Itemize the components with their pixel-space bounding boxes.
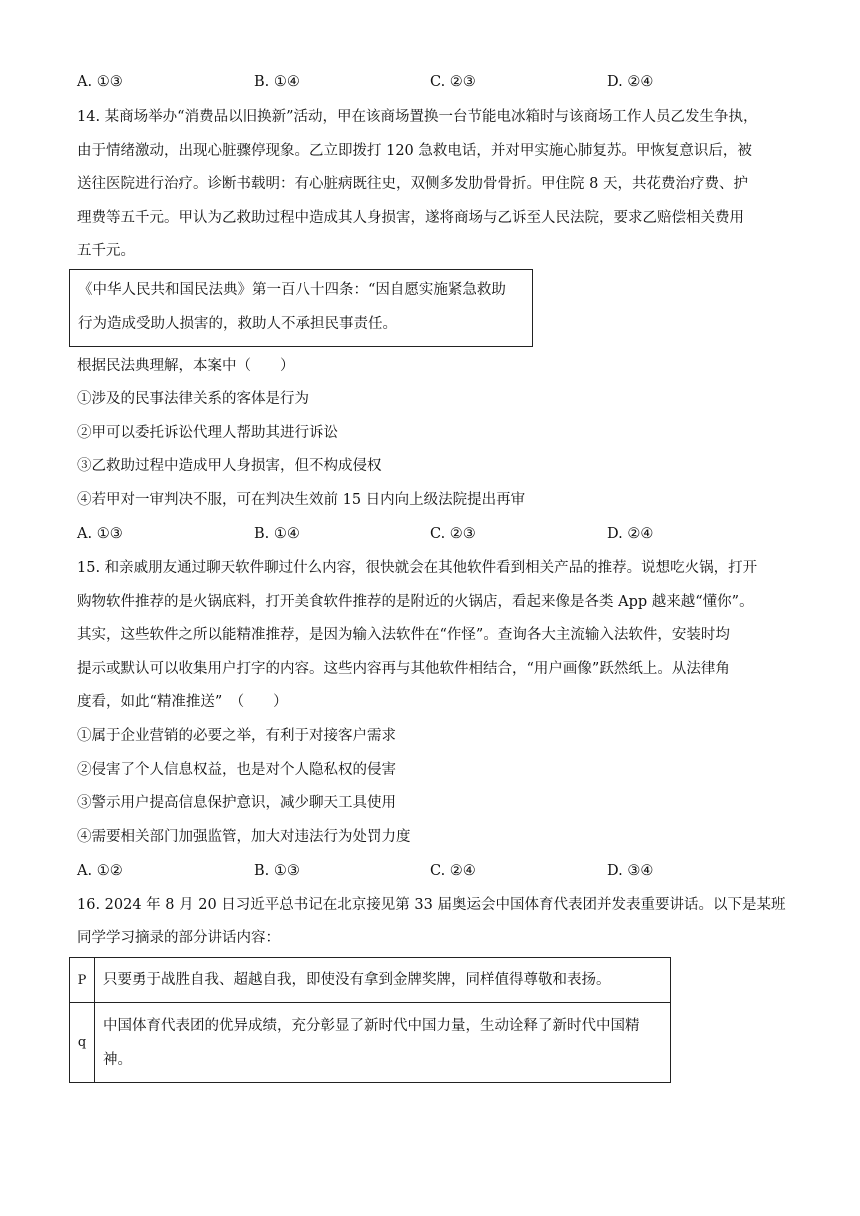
q14-option-b: B. ①④: [254, 526, 300, 542]
q15-option-c: C. ②④: [430, 863, 476, 879]
q15-statement-4: ④需要相关部门加强监管，加大对违法行为处罚力度: [77, 829, 411, 845]
q15-option-a: A. ①②: [77, 863, 123, 879]
row-text-line: 只要勇于战胜自我、超越自我，即使没有拿到金牌奖牌，同样值得尊敬和表扬。: [103, 972, 611, 988]
q13-option-b: B. ①④: [254, 74, 300, 90]
q16-speech-table: [69, 957, 671, 1083]
q15-statement-3: ③警示用户提高信息保护意识，减少聊天工具使用: [77, 795, 396, 811]
row-text-line: 中国体育代表团的优异成绩，充分彰显了新时代中国力量，生动诠释了新时代中国精: [103, 1017, 640, 1034]
q15-stem-line: 购物软件推荐的是火锅底料，打开美食软件推荐的是附近的火锅店，看起来像是各类 App 越来越“懂你”。: [77, 594, 754, 610]
q14-stem-line: 14. 某商场举办“消费品以旧换新”活动，甲在该商场置换一台节能电冰箱时与该商场工作人员乙发生争执，: [77, 109, 758, 125]
table-row: [70, 958, 671, 1003]
q13-option-c: C. ②③: [430, 74, 476, 90]
q15-stem-line: 其实，这些软件之所以能精准推荐，是因为输入法软件在“作怪”。查询各大主流输入法软件，安装时均: [77, 627, 730, 643]
q14-quote-line: 《中华人民共和国民法典》第一百八十四条：“因自愿实施紧急救助: [78, 282, 506, 298]
q16-stem-line: 16. 2024 年 8 月 20 日习近平总书记在北京接见第 33 届奥运会中国体育代表团并发表重要讲话。以下是某班: [77, 897, 786, 913]
q14-quote-line: 行为造成受助人损害的，救助人不承担民事责任。: [78, 316, 397, 332]
q15-stem-line: 提示或默认可以收集用户打字的内容。这些内容再与其他软件相结合，“用户画像”跃然纸上。从法律角: [77, 661, 730, 677]
q14-stem-line: 五千元。: [77, 243, 135, 259]
q16-stem-line: 同学学习摘录的部分讲话内容：: [77, 930, 280, 946]
q14-statement-4: ④若甲对一审判决不服，可在判决生效前 15 日内向上级法院提出再审: [77, 492, 526, 508]
q14-statement-1: ①涉及的民事法律关系的客体是行为: [77, 391, 309, 407]
row-text: [95, 958, 671, 1003]
q14-option-c: C. ②③: [430, 526, 476, 542]
q14-option-d: D. ②④: [607, 526, 654, 542]
q15-statement-2: ②侵害了个人信息权益，也是对个人隐私权的侵害: [77, 762, 396, 778]
q14-law-quote-box: [69, 269, 533, 347]
q14-stem-line: 由于情绪激动，出现心脏骤停现象。乙立即拨打 120 急救电话，并对甲实施心肺复苏。甲恢复意识后，被: [77, 143, 752, 159]
q13-option-a: A. ①③: [77, 74, 123, 90]
q15-stem-line: 15. 和亲戚朋友通过聊天软件聊过什么内容，很快就会在其他软件看到相关产品的推荐。说想吃火锅，打开: [77, 560, 758, 576]
row-key: q: [70, 1003, 95, 1083]
q15-statement-1: ①属于企业营销的必要之举，有利于对接客户需求: [77, 728, 396, 744]
q14-stem-line: 送往医院进行治疗。诊断书载明：有心脏病既往史，双侧多发肋骨骨折。甲住院 8 天，共花费治疗费、护: [77, 176, 748, 192]
q13-option-d: D. ②④: [607, 74, 654, 90]
q14-statement-3: ③乙救助过程中造成甲人身损害，但不构成侵权: [77, 458, 382, 474]
row-key: P: [70, 958, 95, 1003]
q14-stem-line: 理费等五千元。甲认为乙救助过程中造成其人身损害，遂将商场与乙诉至人民法院，要求乙赔偿相关费用: [77, 210, 744, 226]
q15-stem-line: 度看，如此“精准推送” （ ）: [77, 694, 288, 710]
table-row: [70, 1003, 671, 1083]
q15-option-b: B. ①③: [254, 863, 300, 879]
q14-option-a: A. ①③: [77, 526, 123, 542]
q14-statement-2: ②甲可以委托诉讼代理人帮助其进行诉讼: [77, 425, 338, 441]
q14-question: 根据民法典理解，本案中（ ）: [77, 358, 295, 374]
row-text-line: 神。: [103, 1051, 132, 1068]
row-text: [95, 1003, 671, 1083]
q15-option-d: D. ③④: [607, 863, 654, 879]
